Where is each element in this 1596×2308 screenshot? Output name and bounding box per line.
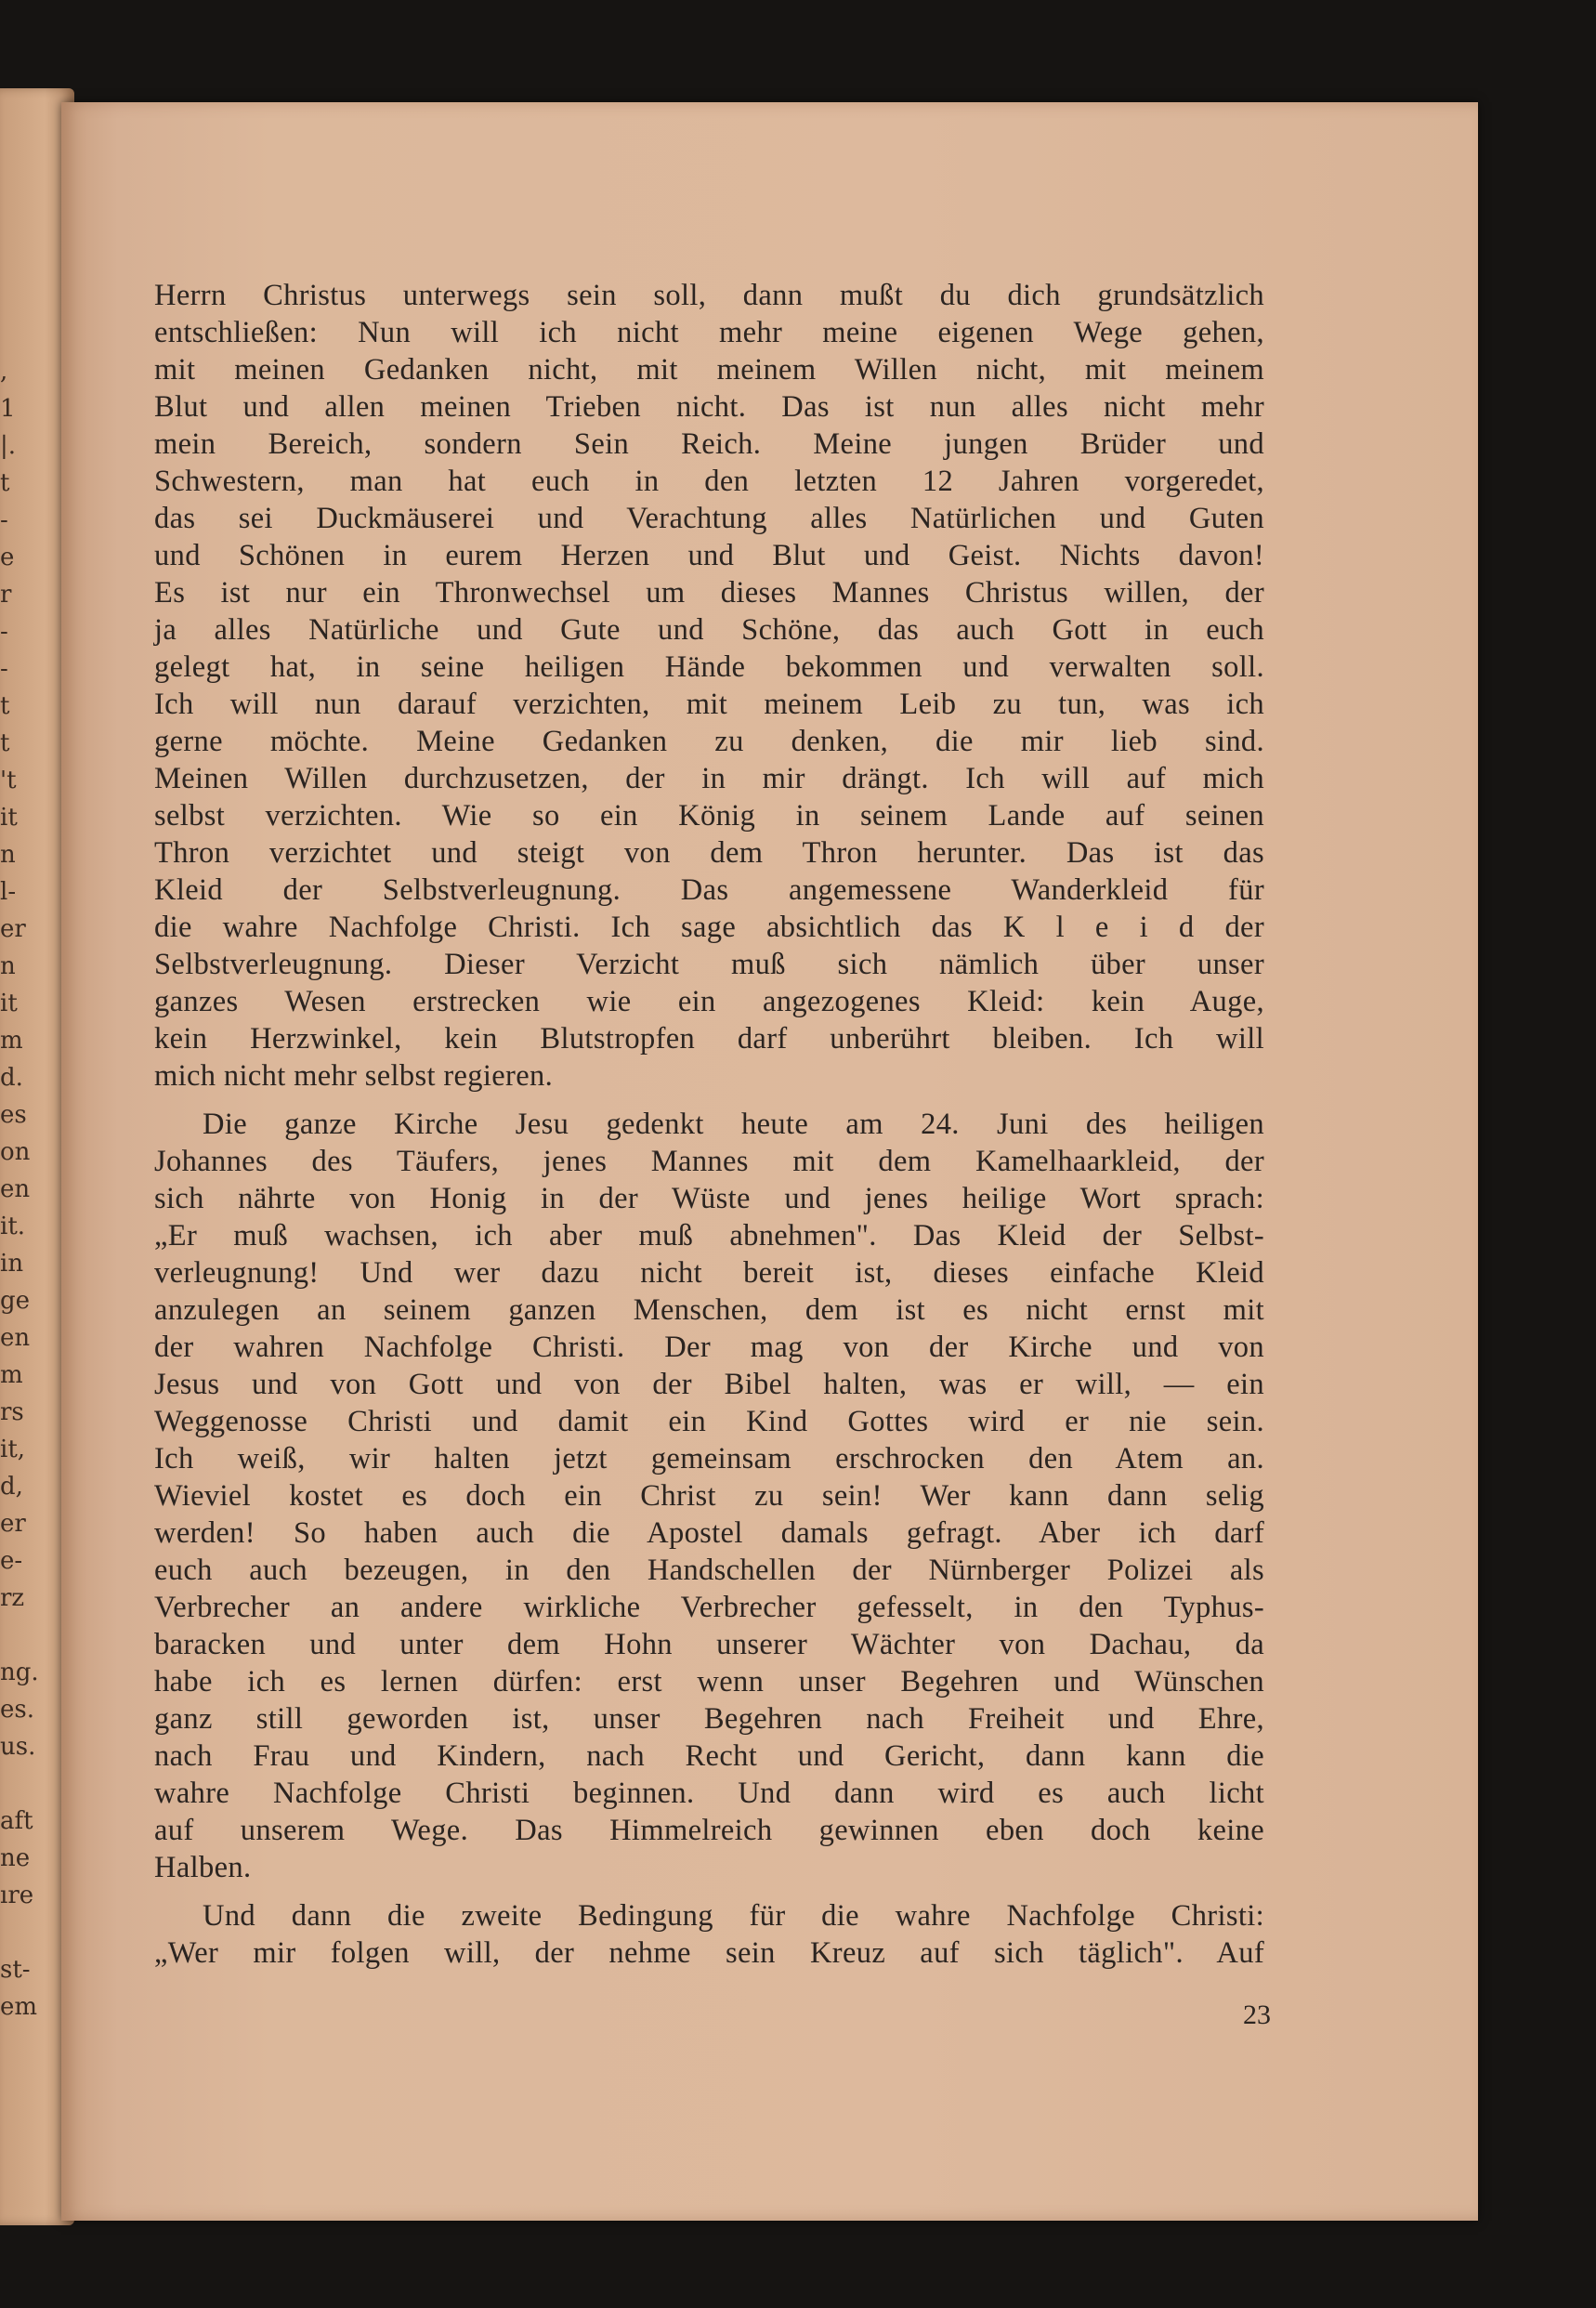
previous-page-fragment: d, [0,1473,23,1501]
paragraph [154,277,1264,1095]
previous-page-fragment: r [0,581,12,609]
previous-page-fragment: l- [0,878,17,906]
text-line: werden! So haben auch die Apostel damals gefragt. Aber ich darf [154,1516,1264,1550]
page-body-text [154,277,1264,1972]
text-line: Kleid der Selbstverleugnung. Das angemessene Wanderkleid für [154,873,1264,907]
previous-page-fragment: ıre [0,1882,34,1909]
text-line: Verbrecher an andere wirkliche Verbrecher gefesselt, in den Typhus- [154,1591,1264,1624]
paragraph [154,1106,1264,1886]
previous-page-fragment: rz [0,1584,25,1612]
text-line: baracken und unter dem Hohn unserer Wächter von Dachau, da [154,1628,1264,1661]
paragraph [154,1897,1264,1972]
text-line: Thron verzichtet und steigt von dem Thron herunter. Das ist das [154,836,1264,870]
text-line: nach Frau und Kindern, nach Recht und Gericht, dann kann die [154,1739,1264,1773]
previous-page-fragment: ng. [0,1659,39,1686]
previous-page-fragment: e- [0,1547,23,1575]
previous-page-fragment: ne [0,1844,31,1872]
text-line: Selbstverleugnung. Dieser Verzicht muß sich nämlich über unser [154,948,1264,981]
text-line: Weggenosse Christi und damit ein Kind Gottes wird er nie sein. [154,1405,1264,1438]
previous-page-fragment: aft [0,1807,33,1835]
text-line: Und dann die zweite Bedingung für die wahre Nachfolge Christi: [203,1899,1264,1933]
text-line: ganzes Wesen erstrecken wie ein angezogenes Kleid: kein Auge, [154,985,1264,1018]
text-line: Schwestern, man hat euch in den letzten 12 Jahren vorgeredet, [154,465,1264,498]
text-line: Halben. [154,1851,252,1884]
previous-page-fragment: |. [0,432,17,460]
previous-page-fragment: er [0,915,26,943]
previous-page-fragment: t [0,469,10,497]
previous-page-fragment: m [0,1027,23,1055]
previous-page-fragment: in [0,1250,24,1278]
text-line: mit meinen Gedanken nicht, mit meinem Willen nicht, mit meinem [154,353,1264,387]
text-line: euch auch bezeugen, in den Handschellen der Nürnberger Polizei als [154,1554,1264,1587]
previous-page-fragment: n [0,841,16,869]
previous-page-fragment: st- [0,1956,31,1984]
text-line: gerne möchte. Meine Gedanken zu denken, die mir lieb sind. [154,725,1264,758]
text-line: Die ganze Kirche Jesu gedenkt heute am 24. Juni des heiligen [203,1108,1264,1141]
previous-page-fragment: t [0,692,10,720]
previous-page-fragment: en [0,1324,31,1352]
text-line: Wieviel kostet es doch ein Christ zu sein! Wer kann dann selig [154,1479,1264,1513]
text-line: Johannes des Täufers, jenes Mannes mit dem Kamelhaarkleid, der [154,1145,1264,1178]
text-line: „Wer mir folgen will, der nehme sein Kreuz auf sich täglich". Auf [154,1936,1264,1970]
text-line: gelegt hat, in seine heiligen Hände bekommen und verwalten soll. [154,650,1264,684]
text-line: ja alles Natürliche und Gute und Schöne, das auch Gott in euch [154,613,1264,647]
text-line: wahre Nachfolge Christi beginnen. Und dann wird es auch licht [154,1777,1264,1810]
text-line: das sei Duckmäuserei und Verachtung alles Natürlichen und Guten [154,502,1264,535]
previous-page-fragment: 't [0,767,17,794]
text-line: Meinen Willen durchzusetzen, der in mir drängt. Ich will auf mich [154,762,1264,795]
previous-page-fragment: e [0,544,15,571]
text-line: Jesus und von Gott und von der Bibel halten, was er will, — ein [154,1368,1264,1401]
previous-page-fragment: 1 [0,395,16,423]
page-number: 23 [1243,2000,1271,2030]
text-line: mich nicht mehr selbst regieren. [154,1059,554,1093]
text-line: Ich will nun darauf verzichten, mit meinem Leib zu tun, was ich [154,688,1264,721]
text-line: ganz still geworden ist, unser Begehren nach Freiheit und Ehre, [154,1702,1264,1736]
text-line: selbst verzichten. Wie so ein König in seinem Lande auf seinen [154,799,1264,833]
previous-page-fragment: m [0,1361,23,1389]
previous-page-fragment: , [0,358,8,386]
text-line: auf unserem Wege. Das Himmelreich gewinnen eben doch keine [154,1814,1264,1847]
previous-page-fragment [0,1914,28,1951]
previous-page-fragment: it [0,990,18,1017]
text-line: Es ist nur ein Thronwechsel um dieses Mannes Christus willen, der [154,576,1264,610]
text-line: kein Herzwinkel, kein Blutstropfen darf unberührt bleiben. Ich will [154,1022,1264,1056]
text-line: sich nährte von Honig in der Wüste und jenes heilige Wort sprach: [154,1182,1264,1215]
book-page [61,102,1478,2221]
text-line: Herrn Christus unterwegs sein soll, dann mußt du dich grundsätzlich [154,279,1264,312]
text-line: mein Bereich, sondern Sein Reich. Meine jungen Brüder und [154,427,1264,461]
previous-page-fragment: - [0,655,8,683]
text-line: habe ich es lernen dürfen: erst wenn unser Begehren und Wünschen [154,1665,1264,1698]
previous-page-fragment [0,1765,28,1803]
previous-page-fragment: em [0,1993,38,2021]
previous-page-text-fragments [0,353,39,2026]
text-line: Ich weiß, wir halten jetzt gemeinsam erschrocken den Atem an. [154,1442,1264,1475]
text-line: entschließen: Nun will ich nicht mehr meine eigenen Wege gehen, [154,316,1264,349]
text-line: der wahren Nachfolge Christi. Der mag von der Kirche und von [154,1331,1264,1364]
text-line: Blut und allen meinen Trieben nicht. Das ist nun alles nicht mehr [154,390,1264,424]
previous-page-fragment: rs [0,1398,24,1426]
text-line: die wahre Nachfolge Christi. Ich sage absichtlich das K l e i d der [154,911,1264,944]
text-line: verleugnung! Und wer dazu nicht bereit ist, dieses einfache Kleid [154,1256,1264,1290]
previous-page-fragment: es [0,1101,27,1129]
previous-page-fragment: - [0,618,8,646]
text-line: „Er muß wachsen, ich aber muß abnehmen". Das Kleid der Selbst- [154,1219,1264,1252]
previous-page-fragment: - [0,506,8,534]
previous-page-fragment: ge [0,1287,31,1315]
previous-page-fragment: er [0,1510,26,1538]
previous-page-fragment: it, [0,1436,26,1463]
previous-page-fragment: en [0,1175,31,1203]
paragraph-gap [154,1095,1264,1106]
previous-page-fragment: n [0,952,16,980]
previous-page-fragment: on [0,1138,31,1166]
paragraph-gap [154,1886,1264,1897]
previous-page-fragment: it. [0,1213,26,1240]
previous-page-fragment: it [0,804,18,832]
previous-page-fragment: t [0,729,10,757]
previous-page-fragment: d. [0,1064,23,1092]
text-line: und Schönen in eurem Herzen und Blut und Geist. Nichts davon! [154,539,1264,572]
previous-page-fragment [0,1617,28,1654]
previous-page-fragment: es. [0,1696,34,1724]
text-line: anzulegen an seinem ganzen Menschen, dem ist es nicht ernst mit [154,1293,1264,1327]
previous-page-fragment: us. [0,1733,36,1761]
